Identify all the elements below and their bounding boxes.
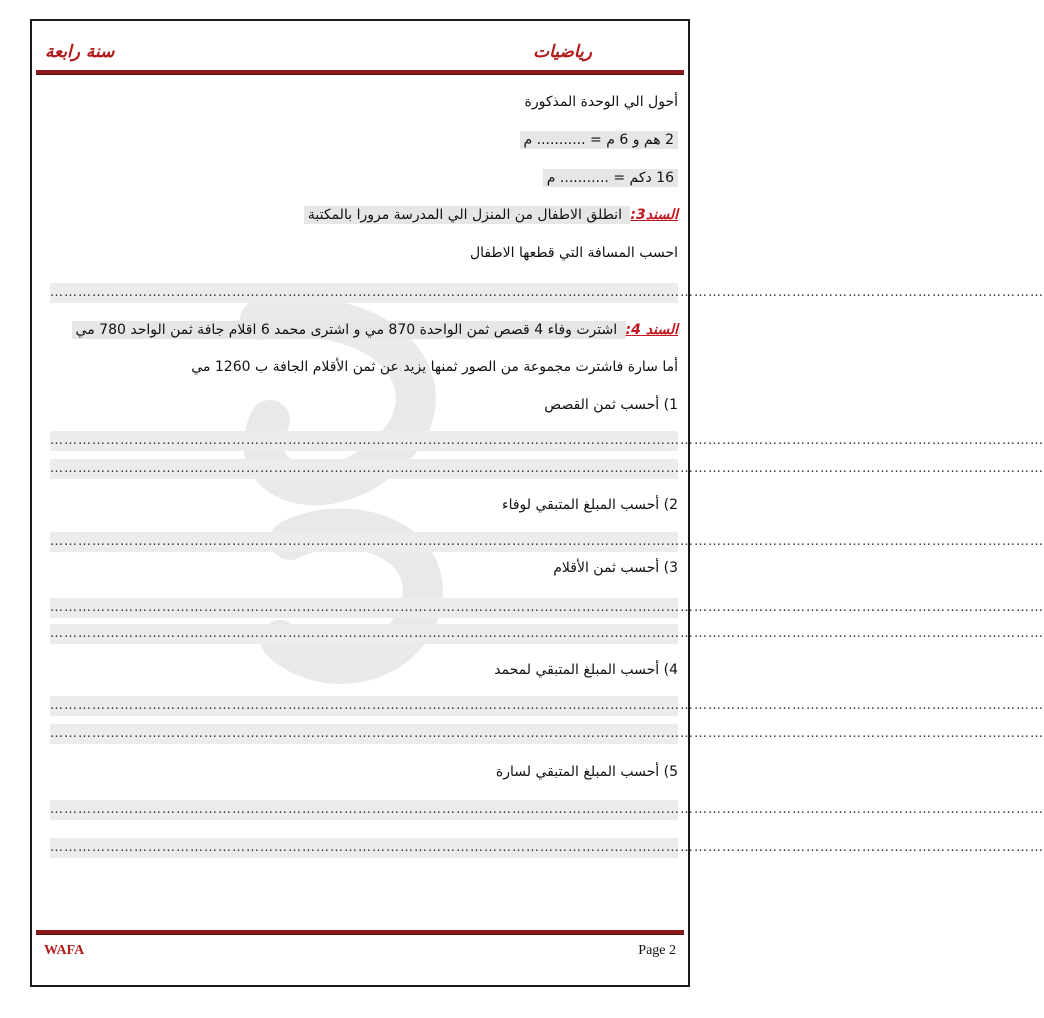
answer-line: …………………………………………………………………………………………………………………………………………………………………………………………… bbox=[50, 459, 678, 479]
sened3-label: السند3: bbox=[630, 207, 678, 223]
subject-title: رياضيات bbox=[533, 42, 592, 62]
conversion-row-2-text: 16 دكم = ........... م bbox=[543, 169, 678, 187]
sened4-text: اشترت وفاء 4 قصص ثمن الواحدة 870 مي و اشترى محمد 6 اقلام جافة ثمن الواحد 780 مي bbox=[72, 321, 626, 339]
sened3-question: احسب المسافة التي قطعها الاطفال bbox=[469, 245, 678, 261]
sened4-label: السند 4: bbox=[625, 322, 678, 338]
question-4: 4) أحسب المبلغ المتبقي لمحمد bbox=[494, 662, 678, 678]
footer-author: WAFA bbox=[44, 943, 85, 958]
question-2: 2) أحسب المبلغ المتبقي لوفاء bbox=[501, 497, 678, 513]
answer-line: …………………………………………………………………………………………………………………………………………………………………………………………… bbox=[50, 283, 678, 303]
header-rule bbox=[36, 70, 684, 75]
sened4-statement bbox=[72, 320, 678, 340]
answer-line: …………………………………………………………………………………………………………………………………………………………………………………………… bbox=[50, 598, 678, 618]
conversion-instruction: أحول الي الوحدة المذكورة bbox=[524, 94, 678, 110]
answer-line: …………………………………………………………………………………………………………………………………………………………………………………………… bbox=[50, 838, 678, 858]
sened4-statement-2: أما سارة فاشترت مجموعة من الصور ثمنها يزيد عن ثمن الأقلام الجافة ب 1260 مي bbox=[191, 359, 678, 375]
footer-rule bbox=[36, 930, 684, 935]
grade-title: سنة رابعة bbox=[45, 42, 115, 62]
answer-line: …………………………………………………………………………………………………………………………………………………………………………………………… bbox=[50, 431, 678, 451]
question-3: 3) أحسب ثمن الأقلام bbox=[553, 560, 678, 576]
answer-line: …………………………………………………………………………………………………………………………………………………………………………………………… bbox=[50, 724, 678, 744]
sened3-text: انطلق الاطفال من المنزل الي المدرسة مرورا بالمكتبة bbox=[304, 206, 631, 224]
conversion-row-2 bbox=[543, 168, 678, 188]
conversion-row-1 bbox=[520, 130, 678, 150]
footer-page-number: Page 2 bbox=[638, 943, 676, 958]
answer-line: …………………………………………………………………………………………………………………………………………………………………………………………… bbox=[50, 696, 678, 716]
answer-line: …………………………………………………………………………………………………………………………………………………………………………………………… bbox=[50, 532, 678, 552]
question-1: 1) أحسب ثمن القصص bbox=[544, 397, 678, 413]
sened3-statement bbox=[304, 205, 678, 225]
conversion-row-1-text: 2 هم و 6 م = ........... م bbox=[520, 131, 678, 149]
answer-line: …………………………………………………………………………………………………………………………………………………………………………………………… bbox=[50, 800, 678, 820]
answer-line: …………………………………………………………………………………………………………………………………………………………………………………………… bbox=[50, 624, 678, 644]
question-5: 5) أحسب المبلغ المتبقي لسارة bbox=[495, 764, 678, 780]
